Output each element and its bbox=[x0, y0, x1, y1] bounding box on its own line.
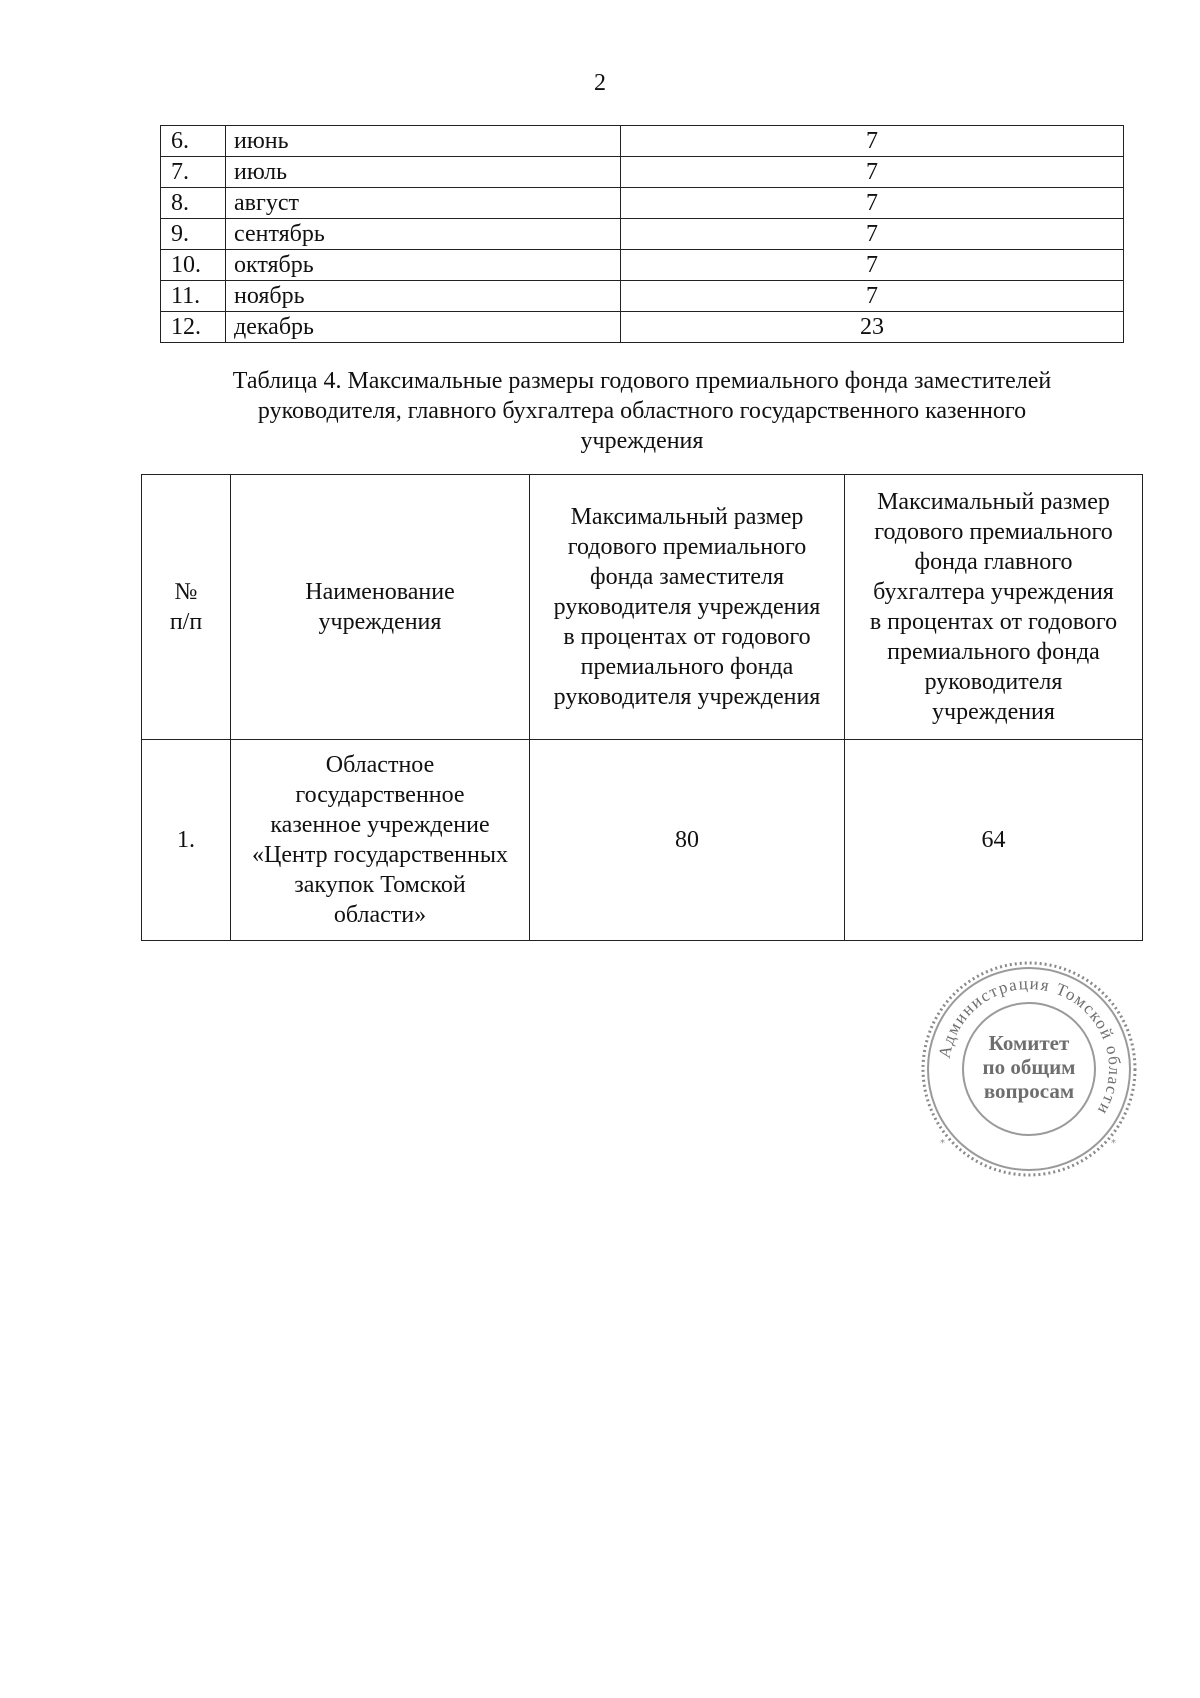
table-row bbox=[161, 250, 1124, 281]
row-month: июль bbox=[226, 157, 621, 188]
header-deputy bbox=[530, 475, 845, 740]
table-row bbox=[161, 281, 1124, 312]
table-row bbox=[161, 157, 1124, 188]
header-line: фонда заместителя bbox=[590, 564, 784, 590]
stamp-center-line: по общим bbox=[982, 1055, 1076, 1079]
row-number: 12. bbox=[161, 312, 226, 343]
header-accountant bbox=[845, 475, 1143, 740]
row-month: июнь bbox=[226, 126, 621, 157]
name-line: Областное bbox=[325, 752, 435, 778]
name-line: области» bbox=[333, 902, 427, 928]
stamp-center-line: вопросам bbox=[983, 1079, 1075, 1103]
page-number: 2 bbox=[594, 70, 606, 96]
header-line: фонда главного bbox=[914, 549, 1073, 575]
caption-line: руководителя, главного бухгалтера областного государственного казенного bbox=[257, 398, 1027, 424]
name-line: государственное bbox=[295, 782, 465, 808]
row-number: 7. bbox=[161, 157, 226, 188]
header-row bbox=[142, 475, 1143, 740]
stamp-star-icon: * bbox=[940, 1138, 945, 1149]
row-number: 6. bbox=[161, 126, 226, 157]
table4-caption bbox=[160, 366, 1124, 456]
caption-line: учреждения bbox=[580, 428, 704, 454]
table-row bbox=[161, 219, 1124, 250]
row-number: 1. bbox=[142, 740, 231, 941]
header-line: в процентах от годового bbox=[563, 624, 811, 650]
table-row bbox=[161, 312, 1124, 343]
header-line: руководителя учреждения bbox=[553, 594, 821, 620]
name-line: «Центр государственных bbox=[252, 842, 508, 868]
stamp-star-icon: * bbox=[1111, 1138, 1116, 1149]
table-row bbox=[142, 740, 1143, 941]
row-value: 7 bbox=[621, 126, 1124, 157]
header-line: учреждения bbox=[318, 609, 442, 635]
row-month: сентябрь bbox=[226, 219, 621, 250]
header-line: Максимальный размер bbox=[877, 489, 1110, 515]
header-line: годового премиального bbox=[567, 534, 807, 560]
row-month: ноябрь bbox=[226, 281, 621, 312]
header-line: бухгалтера учреждения bbox=[873, 579, 1114, 605]
row-month: декабрь bbox=[226, 312, 621, 343]
row-month: октябрь bbox=[226, 250, 621, 281]
monthly-table-body bbox=[161, 126, 1124, 343]
header-line: учреждения bbox=[932, 699, 1055, 725]
row-month: август bbox=[226, 188, 621, 219]
header-line: премиального фонда bbox=[887, 639, 1100, 665]
stamp-center-line: Комитет bbox=[988, 1031, 1070, 1055]
header-number bbox=[142, 475, 231, 740]
row-value: 7 bbox=[621, 250, 1124, 281]
header-line: руководителя учреждения bbox=[553, 684, 821, 710]
row-deputy-percent: 80 bbox=[530, 740, 845, 941]
header-line: Максимальный размер bbox=[570, 504, 804, 530]
table-row bbox=[161, 188, 1124, 219]
row-value: 7 bbox=[621, 157, 1124, 188]
header-line: Наименование bbox=[305, 579, 455, 605]
header-name bbox=[231, 475, 530, 740]
row-value: 7 bbox=[621, 188, 1124, 219]
bonus-fund-table-body bbox=[142, 740, 1143, 941]
row-number: 11. bbox=[161, 281, 226, 312]
monthly-table bbox=[160, 125, 1124, 343]
stamp-ring-textpath: Администрация Томской области bbox=[934, 973, 1125, 1119]
header-line: № bbox=[174, 579, 198, 605]
row-institution-name bbox=[231, 740, 530, 941]
row-value: 7 bbox=[621, 281, 1124, 312]
name-line: закупок Томской bbox=[294, 872, 466, 898]
name-line: казенное учреждение bbox=[270, 812, 490, 838]
official-stamp bbox=[918, 958, 1140, 1180]
header-line: руководителя bbox=[924, 669, 1063, 695]
row-number: 9. bbox=[161, 219, 226, 250]
bonus-fund-table-header bbox=[142, 475, 1143, 740]
row-value: 23 bbox=[621, 312, 1124, 343]
bonus-fund-table bbox=[141, 474, 1143, 941]
table-row bbox=[161, 126, 1124, 157]
header-line: годового премиального bbox=[874, 519, 1113, 545]
header-line: премиального фонда bbox=[580, 654, 794, 680]
caption-line: Таблица 4. Максимальные размеры годового премиального фонда заместителей bbox=[232, 368, 1052, 394]
row-number: 8. bbox=[161, 188, 226, 219]
row-number: 10. bbox=[161, 250, 226, 281]
row-value: 7 bbox=[621, 219, 1124, 250]
header-line: п/п bbox=[169, 609, 203, 635]
row-accountant-percent: 64 bbox=[845, 740, 1143, 941]
header-line: в процентах от годового bbox=[869, 609, 1118, 635]
